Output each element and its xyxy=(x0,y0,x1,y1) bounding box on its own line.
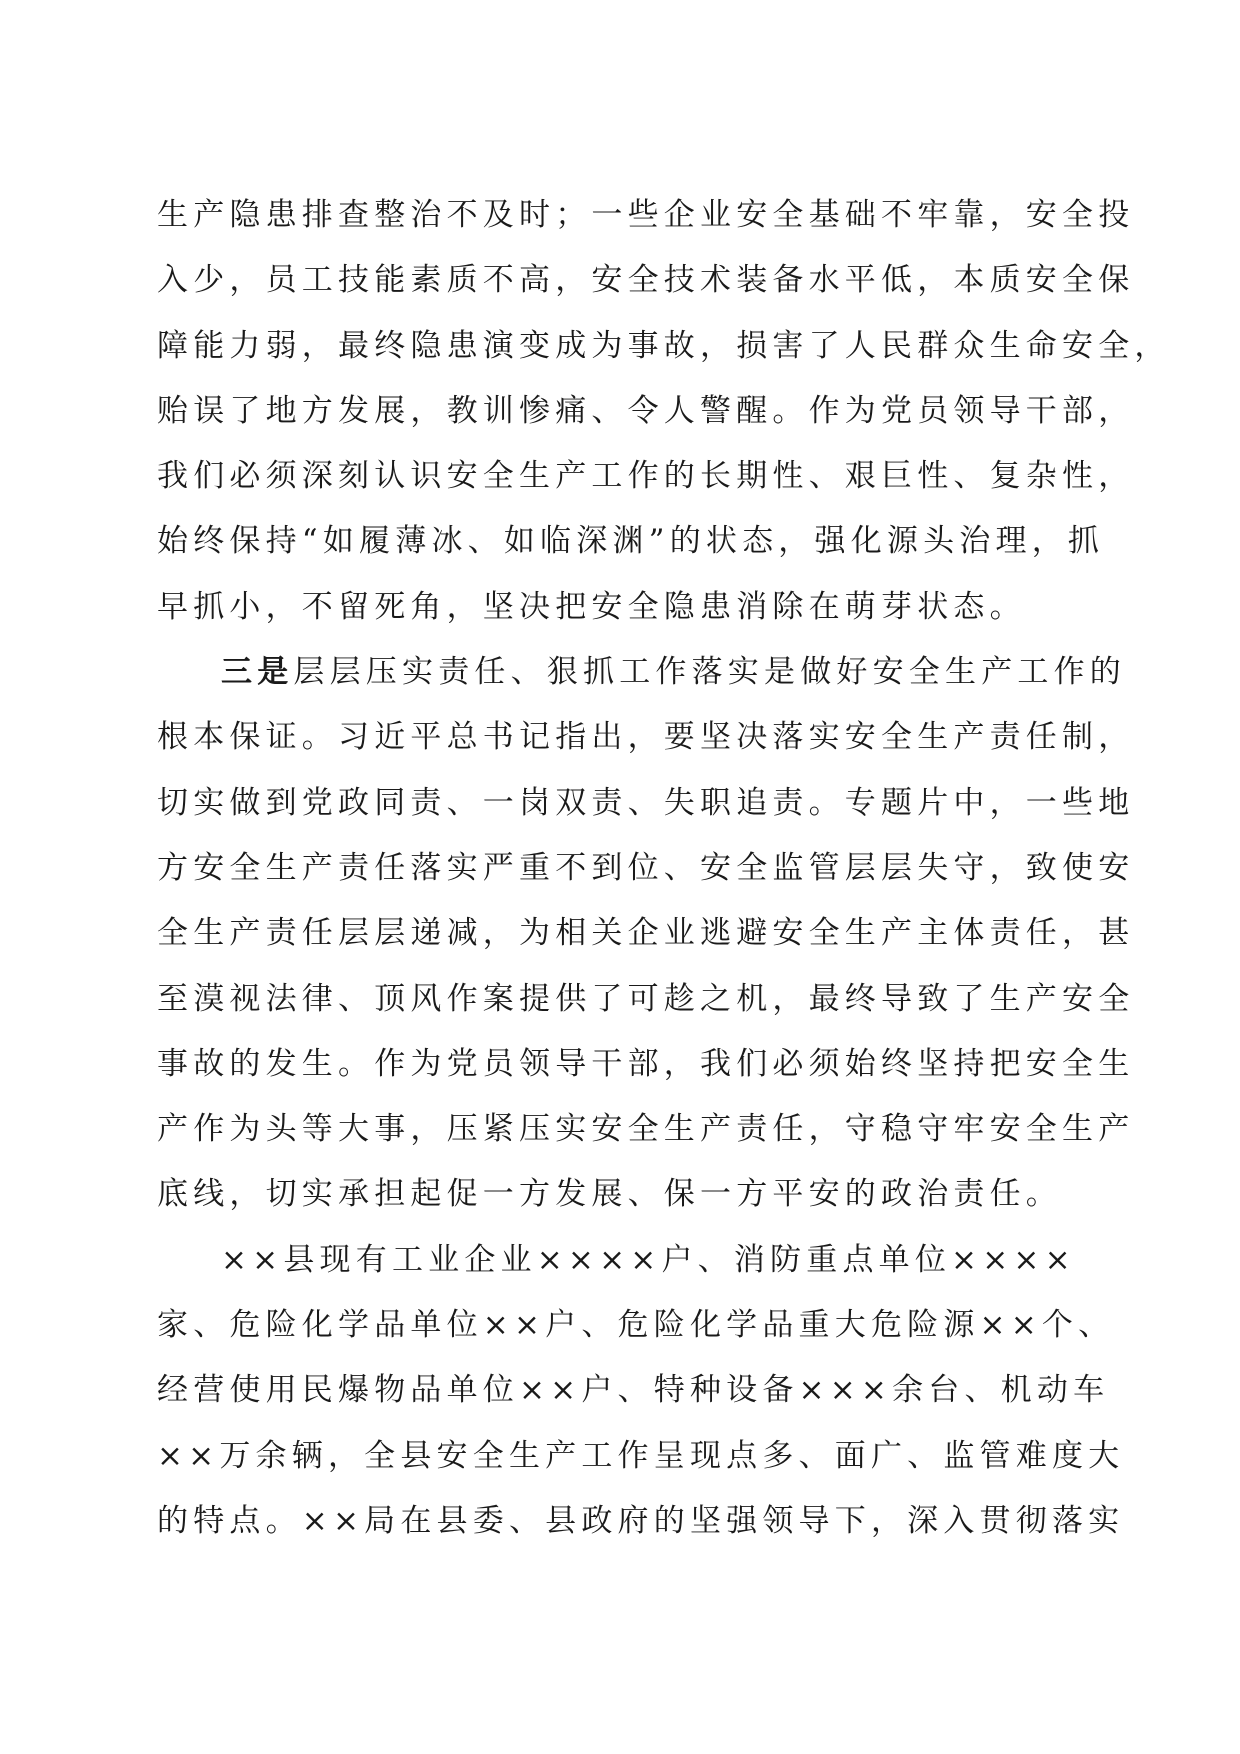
paragraph-3-line-2: 家、危险化学品单位××户、危险化学品重大危险源××个、 xyxy=(157,1307,1115,1344)
paragraph-1-line-3: 障能力弱，最终隐患演变成为事故，损害了人民群众生命安全， xyxy=(157,327,1171,364)
paragraph-2-line-1 xyxy=(157,640,1127,705)
paragraph-1-line-2: 入少，员工技能素质不高，安全技术装备水平低，本质安全保 xyxy=(157,262,1135,299)
paragraph-2-line-2: 根本保证。习近平总书记指出，要坚决落实安全生产责任制， xyxy=(157,719,1135,756)
paragraph-3-line-1: ××县现有工业企业××××户、消防重点单位×××× xyxy=(221,1241,1076,1278)
paragraph-3-line-5: 的特点。××局在县委、县政府的坚强领导下，深入贯彻落实 xyxy=(157,1502,1125,1539)
paragraph-1-line-7: 早抓小，不留死角，坚决把安全隐患消除在萌芽状态。 xyxy=(157,588,1026,625)
paragraph-2-lead: 三是 xyxy=(221,654,294,691)
paragraph-1-line-5: 我们必须深刻认识安全生产工作的长期性、艰巨性、复杂性， xyxy=(157,458,1135,495)
paragraph-2-line-8: 产作为头等大事，压紧压实安全生产责任，守稳守牢安全生产 xyxy=(157,1111,1135,1148)
paragraph-2-line-4: 方安全生产责任落实严重不到位、安全监管层层失守，致使安 xyxy=(157,849,1135,886)
paragraph-2-first-line-text: 层层压实责任、狠抓工作落实是做好安全生产工作的 xyxy=(293,654,1127,691)
paragraph-2-line-6: 至漠视法律、顶风作案提供了可趁之机，最终导致了生产安全 xyxy=(157,980,1135,1017)
paragraph-3-line-4: ××万余辆，全县安全生产工作呈现点多、面广、监管难度大 xyxy=(157,1437,1125,1474)
paragraph-3-line-3: 经营使用民爆物品单位××户、特种设备×××余台、机动车 xyxy=(157,1372,1110,1409)
paragraph-2-line-9: 底线，切实承担起促一方发展、保一方平安的政治责任。 xyxy=(157,1176,1062,1213)
paragraph-1-line-1: 生产隐患排查整治不及时；一些企业安全基础不牢靠，安全投 xyxy=(157,197,1135,233)
paragraph-2-line-5: 全生产责任层层递减，为相关企业逃避安全生产主体责任，甚 xyxy=(157,915,1135,952)
paragraph-1-line-6: 始终保持“如履薄冰、如临深渊”的状态，强化源头治理，抓 xyxy=(157,523,1105,560)
paragraph-2-line-7: 事故的发生。作为党员领导干部，我们必须始终坚持把安全生 xyxy=(157,1045,1135,1082)
body-text xyxy=(157,183,1171,1554)
paragraph-2-line-3: 切实做到党政同责、一岗双责、失职追责。专题片中，一些地 xyxy=(157,784,1135,821)
paragraph-1-line-4: 贻误了地方发展，教训惨痛、令人警醒。作为党员领导干部， xyxy=(157,392,1135,429)
